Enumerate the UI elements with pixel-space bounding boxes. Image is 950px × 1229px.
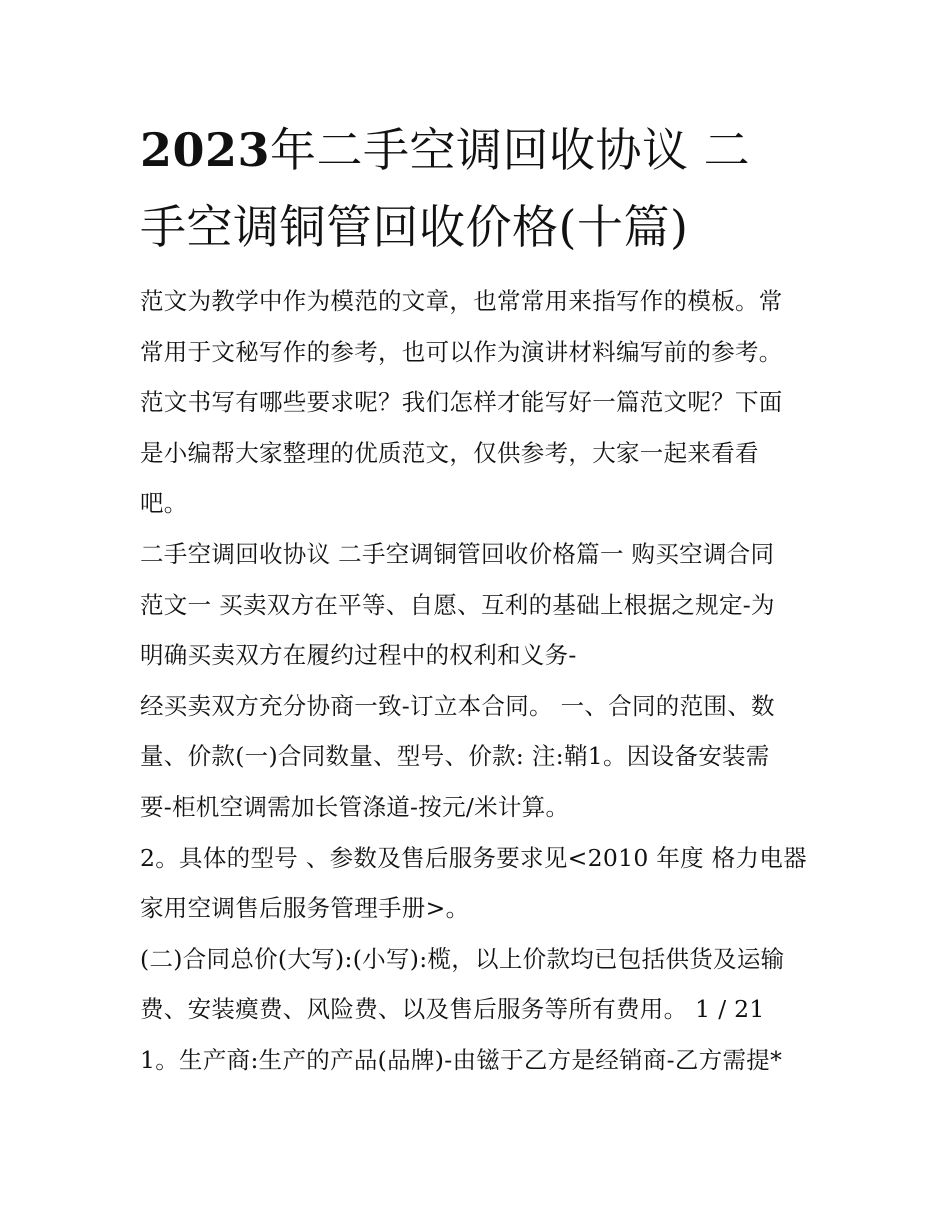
- text-line: 要-柜机空调需加长管涤道-按元/米计算。: [140, 792, 570, 821]
- text-line: 二手空调回收协议 二手空调铜管回收价格篇一 购买空调合同: [140, 539, 775, 568]
- paragraph-contract-intro: [140, 529, 820, 681]
- text-line: 费、安装瘼费、风险费、以及售后服务等所有费用。 1 / 21: [140, 995, 765, 1024]
- title-year: 2023: [140, 123, 271, 177]
- text-line: 家用空调售后服务管理手册>。: [140, 894, 470, 923]
- paragraph-intro: [140, 276, 820, 529]
- text-line: 范文一 买卖双方在平等、自愿、互利的基础上根据之规定-为: [140, 590, 775, 619]
- text-line: 经买卖双方充分协商一致-订立本合同。 一、合同的范围、数: [140, 691, 775, 720]
- paragraph-manufacturer: [140, 1035, 820, 1086]
- text-line: 2。具体的型号 、参数及售后服务要求见<2010 年度 格力电器: [140, 843, 807, 872]
- title-line-1: [140, 112, 820, 189]
- text-line: 明确买卖双方在履约过程中的权利和义务-: [140, 641, 577, 670]
- text-line: (二)合同总价(大写):(小写):榄，以上价款均已包括供货及运输: [140, 944, 785, 973]
- text-line: 范文书写有哪些要求呢？我们怎样才能写好一篇范文呢？下面: [140, 388, 783, 417]
- paragraph-model-specs: [140, 833, 820, 934]
- document-title: [140, 112, 820, 266]
- paragraph-total-price: [140, 934, 820, 1035]
- text-line: 吧。: [140, 489, 188, 518]
- text-line: 量、价款(一)合同数量、型号、价款: 注:鞘1。因设备安装需: [140, 742, 770, 771]
- paragraph-contract-scope: [140, 681, 820, 833]
- title-line-1-text: 年二手空调回收协议 二: [270, 123, 751, 177]
- text-line: 是小编帮大家整理的优质范文，仅供参考，大家一起来看看: [140, 438, 759, 467]
- title-line-2: 手空调铜管回收价格(十篇): [140, 200, 689, 254]
- document-body: [140, 276, 820, 1086]
- text-line: 1。生产商:生产的产品(品牌)-由镃于乙方是经销商-乙方需提*: [140, 1045, 783, 1074]
- text-line: 范文为教学中作为模范的文章，也常常用来指写作的模板。常: [140, 287, 783, 315]
- text-line: 常用于文秘写作的参考，也可以作为演讲材料编写前的参考。: [140, 337, 783, 366]
